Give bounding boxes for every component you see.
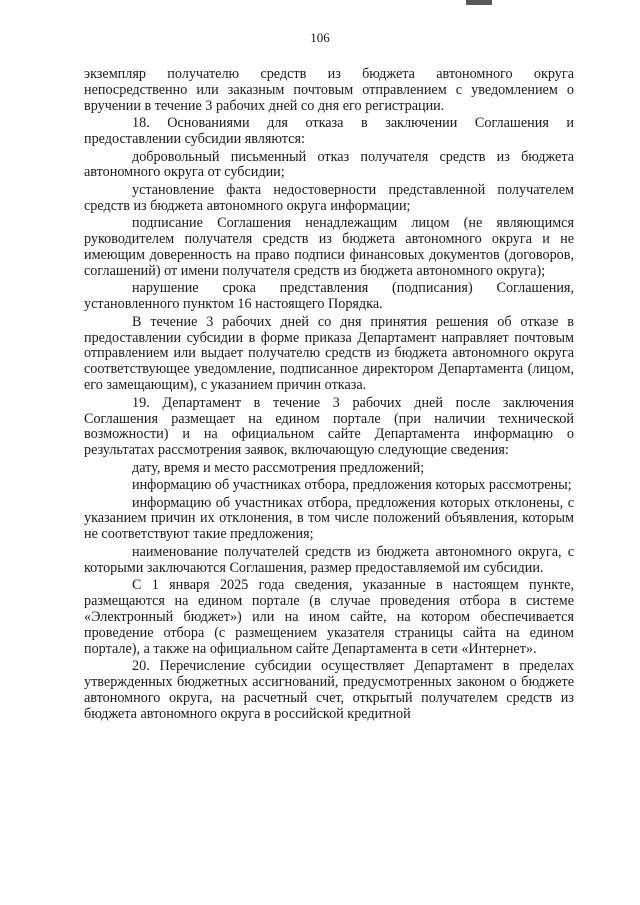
paragraph: информацию об участниках отбора, предложения которых рассмотрены; <box>132 477 572 494</box>
paragraph: добровольный письменный отказ получателя средств из бюджета автономного округа от субсидии; <box>84 148 574 181</box>
paragraph: установление факта недостоверности представленной получателем средств из бюджета автономного округа информации; <box>84 181 574 214</box>
paragraph: подписание Соглашения ненадлежащим лицом (не являющимся руководителем получателя средств из бюджета автономного округа и не имеющим доверенность на право подписи финансовых документов (договоров, соглашений) от имени получателя средств из бюджета автономного округа); <box>84 215 574 279</box>
page-number: 106 <box>310 30 330 45</box>
paragraph: 18. Основаниями для отказа в заключении Соглашения и предоставлении субсидии являются: <box>84 115 574 148</box>
paragraph: наименование получателей средств из бюджета автономного округа, с которыми заключаются Соглашения, размер предоставляемой им субсидии. <box>84 543 574 576</box>
paragraph: 19. Департамент в течение 3 рабочих дней после заключения Соглашения размещает на едином портале (при наличии технической возможности) и на официальном сайте Департамента информацию о результатах рассмотрения заявок, включающую следующие сведения: <box>84 394 574 459</box>
paragraph: дату, время и место рассмотрения предложений; <box>132 459 425 476</box>
paragraph: экземпляр получателю средств из бюджета автономного округа непосредственно или заказным почтовым отправлением с уведомлением о вручении в течение 3 рабочих дней со дня его регистрации. <box>84 66 574 114</box>
paragraph: нарушение срока представления (подписания) Соглашения, установленного пунктом 16 настоящего Порядка. <box>84 280 574 313</box>
paragraph: С 1 января 2025 года сведения, указанные в настоящем пункте, размещаются на едином портале (в случае проведения отбора в системе «Электронный бюджет») или на ином сайте, на котором обеспечивается проведение отбора (с размещением указателя страницы сайта на едином портале), а также на официальном сайте Департамента в сети «Интернет». <box>84 577 574 657</box>
document-body <box>84 67 574 723</box>
paragraph: информацию об участниках отбора, предложения которых отклонены, с указанием причин их отклонения, в том числе положений объявления, которым не соответствуют такие предложения; <box>84 494 574 543</box>
paragraph: В течение 3 рабочих дней со дня принятия решения об отказе в предоставлении субсидии в форме приказа Департамент направляет почтовым отправлением или выдает получателю средств из бюджета автономного округа соответствующее уведомление, подписанное директором Департамента (лицом, его замещающим), с указанием причин отказа. <box>84 313 574 394</box>
scan-artifact <box>466 0 492 5</box>
paragraph: 20. Перечисление субсидии осуществляет Департамент в пределах утвержденных бюджетных ассигнований, предусмотренных законом о бюджете автономного округа, на расчетный счет, открытый получателем средств из бюджета автономного округа в российской кредитной <box>84 658 574 722</box>
